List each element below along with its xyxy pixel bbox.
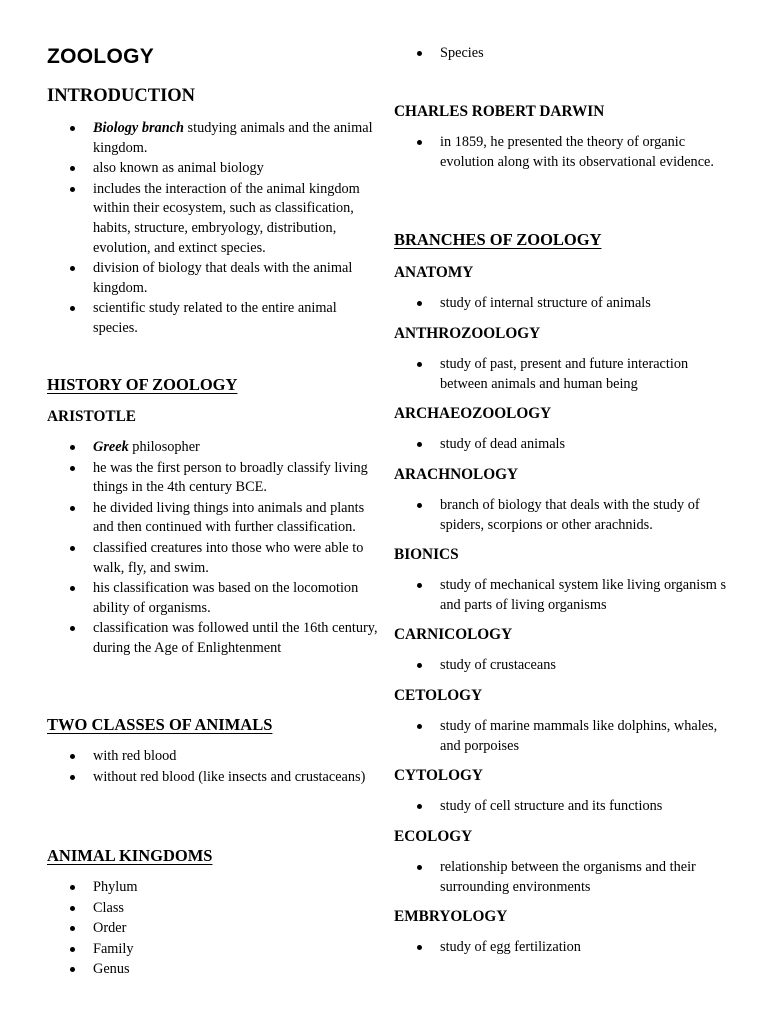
aristotle-list	[47, 438, 382, 660]
bullet-icon	[417, 583, 422, 588]
list-item	[394, 294, 739, 314]
list-item-text: classification was followed until the 16th century, during the Age of Enlightenment	[93, 620, 378, 656]
branch-heading: EMBRYOLOGY	[394, 908, 508, 925]
list-item	[394, 656, 739, 676]
branch-description-list	[394, 656, 739, 677]
list-item-text: philosopher	[128, 439, 200, 455]
darwin-heading: CHARLES ROBERT DARWIN	[394, 103, 605, 120]
list-item	[47, 878, 382, 898]
branch-description-list	[394, 858, 739, 898]
branch-description-list	[394, 797, 739, 818]
history-heading: HISTORY OF ZOOLOGY	[47, 375, 238, 394]
aristotle-heading: ARISTOTLE	[47, 408, 136, 425]
introduction-list	[47, 119, 382, 340]
bullet-icon	[70, 126, 75, 131]
list-item-text: his classification was based on the locomotion ability of organisms.	[93, 580, 359, 616]
list-item-text: he divided living things into animals and plants and then continued with further classification.	[93, 499, 365, 536]
branch-heading: CYTOLOGY	[394, 767, 483, 784]
branch-description-list	[394, 576, 739, 616]
list-item-text: with red blood	[93, 748, 177, 764]
list-item	[47, 899, 382, 919]
list-item-text: Species	[440, 45, 484, 61]
list-item-text: scientific study related to the entire animal species.	[93, 300, 337, 336]
introduction-heading: INTRODUCTION	[47, 86, 196, 106]
animal-kingdoms-list	[47, 878, 382, 981]
list-item-text: relationship between the organisms and their surrounding environments	[440, 859, 696, 895]
branches-heading: BRANCHES OF ZOOLOGY	[394, 230, 602, 249]
list-item	[394, 797, 739, 817]
bullet-icon	[417, 945, 422, 950]
list-item	[47, 919, 382, 939]
branch-heading: BIONICS	[394, 546, 459, 563]
bullet-icon	[70, 306, 75, 311]
list-item-text: study of dead animals	[440, 436, 566, 452]
list-item	[47, 768, 382, 788]
list-item-text: Family	[93, 940, 134, 957]
list-item	[394, 44, 739, 64]
bullet-icon	[417, 663, 422, 668]
list-item	[47, 579, 382, 618]
list-item-text: classified creatures into those who were able to walk, fly, and swim.	[93, 539, 364, 576]
list-item	[394, 355, 739, 394]
list-item	[394, 435, 739, 455]
branch-description-list	[394, 435, 739, 456]
list-item	[47, 259, 382, 298]
list-item-lead: Greek	[93, 439, 129, 455]
bullet-icon	[70, 586, 75, 591]
bullet-icon	[417, 724, 422, 729]
branch-heading: ANTHROZOOLOGY	[394, 325, 541, 342]
bullet-icon	[70, 947, 75, 952]
list-item-text: Order	[93, 920, 127, 937]
bullet-icon	[417, 140, 422, 145]
branch-heading: ARACHNOLOGY	[394, 466, 519, 483]
branch-description-list	[394, 717, 739, 757]
bullet-icon	[417, 442, 422, 447]
list-item	[47, 940, 382, 960]
bullet-icon	[70, 266, 75, 271]
list-item	[47, 159, 382, 179]
list-item-text: without red blood (like insects and crustaceans)	[93, 768, 366, 785]
bullet-icon	[70, 506, 75, 511]
list-item	[394, 938, 739, 958]
list-item-lead: Biology branch	[93, 120, 184, 136]
branch-heading: ECOLOGY	[394, 828, 473, 845]
list-item	[47, 438, 382, 458]
list-item	[47, 180, 382, 258]
list-item	[394, 576, 739, 615]
branch-heading: CETOLOGY	[394, 687, 483, 704]
bullet-icon	[70, 754, 75, 759]
branch-description-list	[394, 496, 739, 536]
bullet-icon	[70, 926, 75, 931]
list-item	[394, 133, 739, 172]
bullet-icon	[417, 301, 422, 306]
bullet-icon	[70, 445, 75, 450]
list-item-text: study of egg fertilization	[440, 939, 581, 955]
bullet-icon	[70, 775, 75, 780]
bullet-icon	[417, 362, 422, 367]
two-classes-list	[47, 747, 382, 788]
list-item-text: study of crustaceans	[440, 657, 556, 673]
list-item-text: in 1859, he presented the theory of organic evolution along with its observational evidence.	[440, 134, 714, 170]
branch-heading: ARCHAEOZOOLOGY	[394, 405, 552, 422]
list-item-text: study of marine mammals like dolphins, whales, and porpoises	[440, 718, 718, 754]
bullet-icon	[70, 546, 75, 551]
list-item-text: Class	[93, 899, 124, 916]
bullet-icon	[70, 166, 75, 171]
list-item-text: branch of biology that deals with the study of spiders, scorpions or other arachnids.	[440, 497, 700, 533]
bullet-icon	[70, 906, 75, 911]
two-classes-heading: TWO CLASSES OF ANIMALS	[47, 715, 273, 734]
list-item-text: study of mechanical system like living organism s and parts of living organisms	[440, 577, 727, 613]
bullet-icon	[417, 804, 422, 809]
list-item-text: also known as animal biology	[93, 160, 264, 177]
list-item	[47, 499, 382, 538]
list-item	[394, 496, 739, 535]
bullet-icon	[70, 466, 75, 471]
bullet-icon	[70, 967, 75, 972]
list-item	[47, 459, 382, 498]
list-item	[47, 960, 382, 980]
list-item-text: study of internal structure of animals	[440, 295, 651, 311]
bullet-icon	[417, 865, 422, 870]
branch-heading: ANATOMY	[394, 264, 474, 281]
document-title: ZOOLOGY	[47, 45, 155, 68]
list-item	[47, 119, 382, 158]
bullet-icon	[70, 885, 75, 890]
list-item	[47, 299, 382, 338]
animal-kingdoms-heading: ANIMAL KINGDOMS	[47, 846, 213, 865]
bullet-icon	[70, 187, 75, 192]
list-item	[47, 539, 382, 578]
list-item-text: includes the interaction of the animal kingdom within their ecosystem, such as classification, habits, structure, embryology, distribution, evolution, and extinct species.	[93, 180, 360, 256]
branch-heading: CARNICOLOGY	[394, 626, 513, 643]
list-item-text: study of past, present and future interaction between animals and human being	[440, 356, 689, 392]
darwin-list	[394, 133, 739, 173]
animal-kingdoms-list-continued	[394, 44, 739, 65]
list-item-text: Phylum	[93, 879, 138, 895]
list-item	[47, 747, 382, 767]
branch-description-list	[394, 355, 739, 395]
list-item	[394, 858, 739, 897]
list-item-text: division of biology that deals with the animal kingdom.	[93, 260, 353, 296]
bullet-icon	[70, 626, 75, 631]
list-item	[47, 619, 382, 658]
list-item-text: studying animals and the animal kingdom.	[93, 120, 373, 156]
bullet-icon	[417, 503, 422, 508]
bullet-icon	[417, 51, 422, 56]
list-item-text: he was the first person to broadly classify living things in the 4th century BCE.	[93, 459, 368, 496]
list-item-text: study of cell structure and its functions	[440, 798, 663, 814]
list-item	[394, 717, 739, 756]
branch-description-list	[394, 938, 739, 959]
branch-description-list	[394, 294, 739, 315]
list-item-text: Genus	[93, 961, 130, 978]
